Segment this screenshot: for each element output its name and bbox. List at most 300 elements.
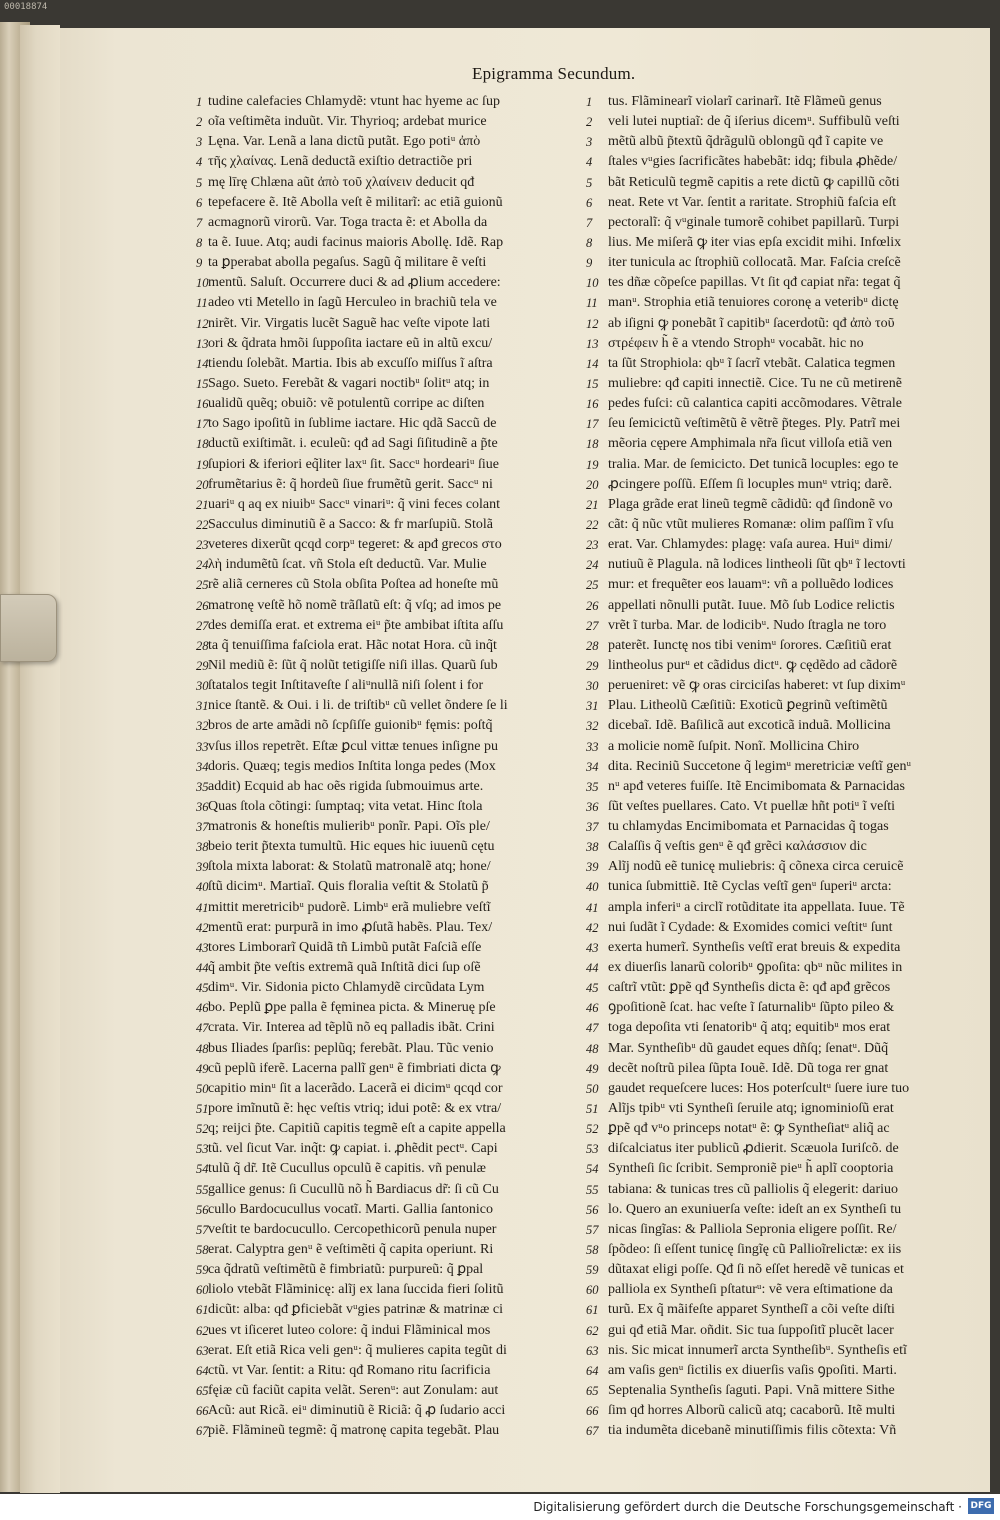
text-line xyxy=(196,1240,574,1260)
line-number: 30 xyxy=(196,679,209,694)
text-line xyxy=(196,1300,574,1320)
line-text: erat. Calyptra genᵘ ẽ veſtimẽti q̃ capita operiunt. Ri xyxy=(208,1242,494,1258)
text-line xyxy=(196,575,574,595)
line-text: rẽ aliã cerneres cũ Stola obſita Poſtea ad honeſte mũ xyxy=(208,577,499,593)
line-number: 51 xyxy=(586,1102,599,1117)
line-text: ſupiori & iferiori eq̃liter laxᵘ ſit. Saccᵘ hordeariᵘ ſiue xyxy=(208,456,499,472)
text-line xyxy=(196,1200,574,1220)
line-text: tiendu ſolebãt. Martia. Ibis ab excuſſo miſſus ĩ aſtra xyxy=(208,355,493,371)
text-line xyxy=(586,857,970,877)
line-number: 43 xyxy=(196,940,209,955)
text-line xyxy=(586,1119,970,1139)
line-number: 34 xyxy=(196,759,209,774)
line-text: ꝯpoſitionẽ ſcat. hac veſte ĩ ſaturnalibᵘ ſũpto pileo & xyxy=(608,1000,895,1016)
line-text: cullo Bardocucullus vocatĩ. Marti. Gallia ſantonico xyxy=(208,1201,493,1217)
dfg-logo: DFG xyxy=(968,1498,994,1514)
text-line xyxy=(196,334,574,354)
text-line xyxy=(586,152,970,172)
text-line xyxy=(196,1280,574,1300)
line-number: 41 xyxy=(196,900,209,915)
line-text: Alĩj nodũ eẽ tunicę muliebris: q̃ cõnexa circa ceruicẽ xyxy=(608,859,904,875)
text-line xyxy=(586,1280,970,1300)
text-line xyxy=(196,555,574,575)
text-line xyxy=(586,1139,970,1159)
text-line xyxy=(586,676,970,696)
line-number: 41 xyxy=(586,900,599,915)
line-number: 24 xyxy=(196,558,209,573)
line-number: 23 xyxy=(586,538,599,553)
text-line xyxy=(196,1099,574,1119)
line-text: Alĩjs tpibᵘ vti Syntheſi ſeruile atq; ignominioſũ erat xyxy=(608,1101,894,1117)
line-number: 3 xyxy=(586,135,593,150)
page-gutter xyxy=(20,25,60,1493)
line-text: tudine calefacies Chlamydẽ: vtunt hac hyeme ac ſup xyxy=(208,94,500,109)
line-text: neat. Rete vt Var. ſentit a raritate. Strophiũ faſcia eſt xyxy=(608,194,897,210)
line-text: Mar. Syntheſibᵘ dũ gaudet eques dñſq; ſenatᵘ. Dũq̃ xyxy=(608,1040,889,1056)
line-text: Syntheſi ſic ſcribit. Semproniẽ pieᵘ h̃ aplĩ cooptoria xyxy=(608,1161,894,1177)
line-number: 8 xyxy=(586,235,593,250)
line-number: 57 xyxy=(196,1222,209,1237)
line-number: 35 xyxy=(586,779,599,794)
line-number: 7 xyxy=(586,215,593,230)
text-line xyxy=(196,656,574,676)
line-number: 32 xyxy=(196,719,209,734)
line-number: 21 xyxy=(586,497,599,512)
text-line xyxy=(586,1039,970,1059)
line-number: 19 xyxy=(196,457,209,472)
text-line xyxy=(196,898,574,918)
text-line xyxy=(586,616,970,636)
line-number: 47 xyxy=(196,1021,209,1036)
line-text: beio terit p̃texta tumultũ. Hic eques hic iuuenũ cętu xyxy=(208,839,495,855)
text-line xyxy=(586,112,970,132)
line-number: 60 xyxy=(196,1283,209,1298)
text-line xyxy=(196,1321,574,1341)
line-text: dicũt: alba: qđ ꝑficiebãt vᵘgies patrinæ & matrinæ ci xyxy=(208,1302,503,1318)
line-number: 14 xyxy=(586,356,599,371)
page-id: 00018874 xyxy=(4,2,48,12)
line-text: Lęna. Var. Lenã a lana dictũ putãt. Ego potiᵘ ἀπὸ xyxy=(208,134,481,150)
line-text: ſtatalos tegit Inſtitaveſte ſ aliᵘnullã niſi ſolent i for xyxy=(208,678,484,694)
text-line xyxy=(196,374,574,394)
line-text: τῆς χλαίνας. Lenã deductã exiſtio detractiõe pri xyxy=(208,154,473,170)
text-line xyxy=(196,414,574,434)
line-text: bus Iliades ſparſis: peplũq; ferebãt. Plau. Tũc venio xyxy=(208,1040,494,1056)
line-text: nirẽt. Vir. Virgatis lucẽt Saguẽ hac veſte vipote lati xyxy=(208,315,491,331)
line-number: 63 xyxy=(196,1343,209,1358)
line-text: tes dñæ cõpeſce papillas. Vt ſit qđ capiat nr̃a: tegat q̃ xyxy=(608,275,901,291)
line-number: 22 xyxy=(196,517,209,532)
line-text: dũtaxat eligi poſſe. Qđ ſi nõ eſſet heredẽ vẽ tunicas et xyxy=(608,1262,904,1278)
line-number: 20 xyxy=(586,477,599,492)
text-line xyxy=(196,1159,574,1179)
line-number: 34 xyxy=(586,759,599,774)
text-line xyxy=(586,777,970,797)
line-number: 9 xyxy=(586,256,593,271)
text-line xyxy=(586,737,970,757)
line-text: lo. Quero an exuniuerſa veſte: ideſt an ex Syntheſi tu xyxy=(608,1201,902,1217)
line-text: ualidũ quẽq; obuiõ: vẽ potulentũ corripe ac diſten xyxy=(208,396,485,412)
line-number: 38 xyxy=(196,840,209,855)
line-text: ſim qđ horres Alborũ calicũ atq; cacaborũ. Itẽ multi xyxy=(608,1403,896,1419)
line-text: cãt: q̃ nũc vtũt mulieres Romanæ: olim paſſim ĩ vſu xyxy=(608,516,894,532)
text-line xyxy=(196,314,574,334)
line-text: ſtola mixta laborat: & Stolatũ matronalẽ atq; hone/ xyxy=(208,859,491,875)
text-line xyxy=(196,737,574,757)
line-number: 36 xyxy=(586,799,599,814)
text-line xyxy=(586,978,970,998)
line-text: mentũ erat: purpurã in imo ꝓſutã habẽs. Plau. Tex/ xyxy=(208,919,493,935)
line-number: 5 xyxy=(586,175,593,190)
text-line xyxy=(586,1321,970,1341)
running-head: Epigramma Secundum. xyxy=(472,64,636,83)
line-text: fęiæ cũ faciũt capita velãt. Serenᵘ: aut Zonulam: aut xyxy=(208,1383,499,1398)
line-number: 29 xyxy=(586,658,599,673)
text-line xyxy=(586,354,970,374)
text-line xyxy=(586,434,970,454)
line-text: vſus illos repetrẽt. Eſtæ ꝑcul vittæ tenues inſigne pu xyxy=(208,738,499,754)
text-line xyxy=(586,1159,970,1179)
line-text: λὴ indumẽtũ ſcat. vñ Stola eſt deductũ. Var. Mulie xyxy=(208,557,487,573)
text-line xyxy=(586,273,970,293)
line-number: 27 xyxy=(196,618,209,633)
line-number: 58 xyxy=(586,1243,599,1258)
line-text: Plaga grãde erat lineũ tegmẽ cãdidũ: qđ ſindonẽ vo xyxy=(608,496,893,512)
line-text: q; reijci p̃te. Capitiũ capitis tegmẽ eſt a capite appella xyxy=(208,1121,506,1137)
line-number: 50 xyxy=(586,1081,599,1096)
line-number: 64 xyxy=(586,1363,599,1378)
line-text: bo. Peplũ ꝑpe palla ẽ fęminea picta. & Mineruę pſe xyxy=(208,1000,496,1016)
text-line xyxy=(196,293,574,313)
line-text: tia indumẽta dicebanẽ minutiſſimis filis cõtexta: Vñ xyxy=(608,1423,897,1439)
line-text: nis. Sic micat innumerĩ arcta Syntheſibᵘ. Syntheſis etĩ xyxy=(608,1342,907,1358)
line-text: addit) Ecquid ab hac oẽs rigida ſubmouimus arte. xyxy=(208,778,484,794)
text-line xyxy=(196,455,574,475)
line-text: ori & q̃drata hmõi ſuppoſita iactare eũ in altũ excu/ xyxy=(208,335,493,351)
line-number: 7 xyxy=(196,215,203,230)
line-text: mur: et frequẽter eos lauamᵘ: vñ a polluẽdo lodices xyxy=(608,577,894,593)
text-line xyxy=(196,1139,574,1159)
line-number: 56 xyxy=(196,1202,209,1217)
line-number: 53 xyxy=(586,1142,599,1157)
line-text: tepefacere ẽ. Itẽ Abolla veſt ẽ militarĩ: ac etiã guionũ xyxy=(208,194,503,210)
text-line xyxy=(586,877,970,897)
line-number: 67 xyxy=(196,1424,209,1439)
text-line xyxy=(586,1260,970,1280)
text-line xyxy=(196,716,574,736)
line-number: 60 xyxy=(586,1283,599,1298)
line-number: 37 xyxy=(586,820,599,835)
line-number: 49 xyxy=(586,1061,599,1076)
text-line xyxy=(196,918,574,938)
line-text: cũ peplũ iferẽ. Lacerna pallĩ genᵘ ẽ fimbriati dicta ꝙ xyxy=(208,1060,501,1076)
text-line xyxy=(196,837,574,857)
line-text: uariᵘ q aq ex niuibᵘ Saccᵘ vinariᵘ: q̃ vini feces colant xyxy=(208,496,501,512)
line-number: 25 xyxy=(586,578,599,593)
line-text: vrẽt ĩ turba. Mar. de lodicibᵘ. Nudo ſtragla ne toro xyxy=(608,617,887,633)
line-number: 65 xyxy=(196,1384,209,1398)
line-text: veteres dixerũt qcqd corpᵘ tegeret: & apđ grecos στο xyxy=(208,537,502,553)
line-text: acmagnorũ virorũ. Var. Toga tracta ẽ: et Abolla da xyxy=(208,214,488,230)
line-number: 10 xyxy=(196,276,209,291)
line-number: 38 xyxy=(586,840,599,855)
line-number: 16 xyxy=(196,397,209,412)
text-line xyxy=(586,535,970,555)
line-text: lintheolus purᵘ et cãdidus dictᵘ. ꝙ cędẽdo ad cãdorẽ xyxy=(608,657,898,673)
line-text: nice ſtantẽ. & Oui. i li. de triſtibᵘ cũ vellet õndere ſe li xyxy=(208,698,508,714)
text-line xyxy=(586,92,970,112)
text-line xyxy=(196,1018,574,1038)
line-text: Acũ: aut Ricã. eiᵘ diminutiũ ẽ Riciã: q̃ ꝓ ſudario acci xyxy=(208,1403,506,1419)
line-text: ta ſũt Strophiola: qbᵘ ĩ ſacrĩ vtebãt. Calatica tegmen xyxy=(608,355,896,371)
line-number: 67 xyxy=(586,1424,599,1439)
text-line xyxy=(586,132,970,152)
line-text: matronę veſtẽ hõ nomẽ trãſlatũ eſt: q̃ vſq; ad imos pe xyxy=(208,597,502,613)
line-number: 62 xyxy=(586,1323,599,1338)
text-line xyxy=(586,1300,970,1320)
text-line xyxy=(586,998,970,1018)
line-number: 33 xyxy=(196,739,209,754)
text-line xyxy=(196,958,574,978)
line-number: 50 xyxy=(196,1081,209,1096)
text-line xyxy=(196,978,574,998)
line-text: tũ. vel ſicut Var. inq̃t: ꝙ capiat. i. ꝓhẽdit pectᵘ. Capi xyxy=(208,1141,498,1157)
line-text: Calaſſis q̃ veſtis genᵘ ẽ qđ grẽci καλάσσιον dic xyxy=(608,839,867,855)
line-number: 66 xyxy=(196,1404,209,1419)
text-line xyxy=(196,877,574,897)
line-number: 63 xyxy=(586,1343,599,1358)
line-number: 15 xyxy=(196,376,209,391)
line-number: 52 xyxy=(196,1122,209,1137)
text-line xyxy=(586,515,970,535)
line-text: mentũ. Saluſt. Occurrere duci & ad ꝓlium accedere: xyxy=(208,275,501,291)
text-line xyxy=(196,616,574,636)
line-number: 11 xyxy=(586,296,598,311)
text-line xyxy=(586,334,970,354)
text-line xyxy=(586,374,970,394)
line-text: decẽt noſtrũ pilea ſũpta Iouẽ. Idẽ. Dũ toga rer gnat xyxy=(608,1060,889,1076)
line-text: bros de arte amãdi nõ ſcpſiſſe guionibᵘ fęmis: poſtq̃ xyxy=(208,718,493,734)
text-line xyxy=(196,1180,574,1200)
line-number: 51 xyxy=(196,1102,209,1117)
line-text: des demiſſa erat. et extrema eiᵘ p̃te ambibat iſtita aſſu xyxy=(208,617,504,633)
line-number: 12 xyxy=(586,316,599,331)
line-number: 59 xyxy=(196,1263,209,1278)
text-line xyxy=(196,233,574,253)
line-text: ex diuerſis lanarũ coloribᵘ ꝯpoſita: qbᵘ nũc milites in xyxy=(608,960,903,976)
text-line xyxy=(586,555,970,575)
line-text: mę līrę Chlæna aũt ἀπὸ τοῦ χλαίνειν deducit qđ xyxy=(208,174,475,190)
line-text: gallice genus: ſi Cucullũ nõ h̃ Bardiacus dr̃: ſi cũ Cu xyxy=(208,1181,499,1197)
line-number: 11 xyxy=(196,296,208,311)
line-text: ductũ exiſtimãt. i. eculeũ: qđ ad Sagi ſiſitudinẽ a p̃te xyxy=(208,436,498,452)
text-line xyxy=(586,1059,970,1079)
text-line xyxy=(196,1119,574,1139)
line-number: 57 xyxy=(586,1222,599,1237)
line-text: pectoralĩ: q̃ vᵘginale tumorẽ cohibet papillarũ. Turpi xyxy=(608,214,900,230)
line-text: ca q̃dratũ veſtimẽtũ ẽ fimbriatũ: purpureũ: q̃ ꝑpal xyxy=(208,1262,484,1278)
line-number: 35 xyxy=(196,779,209,794)
line-text: pore imĩnutũ ẽ: hęc veſtis vtriq; idui potẽ: & ex vtra/ xyxy=(208,1101,502,1117)
line-number: 45 xyxy=(196,981,209,996)
line-text: ſtũ dicimᵘ. Martiaĩ. Quis floralia veſtit & Stolatũ p̃ xyxy=(208,879,489,895)
text-line xyxy=(586,938,970,958)
line-number: 6 xyxy=(586,195,593,210)
text-line xyxy=(586,716,970,736)
line-text: capitio minᵘ ſit a lacerãdo. Lacerã ei dicimᵘ qcqd cor xyxy=(208,1080,503,1096)
line-text: ꝑpẽ qđ vᵘo princeps notatᵘ ẽ: ꝙ Syntheſiatᵘ aliq̃ ac xyxy=(608,1121,890,1137)
text-line xyxy=(196,193,574,213)
text-line xyxy=(196,797,574,817)
text-line xyxy=(196,636,574,656)
text-line xyxy=(586,958,970,978)
line-number: 17 xyxy=(196,417,209,432)
line-number: 40 xyxy=(196,880,209,895)
line-number: 25 xyxy=(196,578,209,593)
line-number: 18 xyxy=(196,437,209,452)
line-text: erat. Var. Chlamydes: plagę: vaſa aurea. Huiᵘ dimi/ xyxy=(608,537,893,553)
text-line xyxy=(196,938,574,958)
line-text: ſũt veſtes puellares. Cato. Vt puellæ hñt potiᵘ ĩ veſti xyxy=(608,798,896,814)
line-number: 47 xyxy=(586,1021,599,1036)
text-line xyxy=(196,1361,574,1381)
text-line xyxy=(196,817,574,837)
line-number: 64 xyxy=(196,1363,209,1378)
text-line xyxy=(586,817,970,837)
footer-credit: Digitalisierung gefördert durch die Deutsche Forschungsgemeinschaft · xyxy=(533,1500,962,1514)
line-number: 59 xyxy=(586,1263,599,1278)
line-number: 15 xyxy=(586,376,599,391)
text-line xyxy=(196,1260,574,1280)
line-text: mittit meretricibᵘ pudorẽ. Limbᵘ erã muliebre veſtĩ xyxy=(208,899,491,915)
line-number: 28 xyxy=(196,638,209,653)
line-text: am vaſis genᵘ ſictilis ex diuerſis vaſis ꝯpoſiti. Marti. xyxy=(608,1362,897,1378)
text-line xyxy=(196,394,574,414)
line-text: palliola ex Syntheſi pſtaturᵘ: vẽ vera eſtimatione da xyxy=(608,1282,893,1298)
text-line xyxy=(586,797,970,817)
text-line xyxy=(196,857,574,877)
line-text: dicebaĩ. Idẽ. Baſilicã aut excoticã induã. Mollicina xyxy=(608,718,891,734)
line-text: piẽ. Flãmineũ tegmẽ: q̃ matronę capita tegebãt. Plau xyxy=(208,1423,500,1439)
line-number: 43 xyxy=(586,940,599,955)
line-number: 8 xyxy=(196,235,203,250)
line-text: dita. Reciniũ Succetone q̃ legimᵘ meretriciæ veſtĩ genᵘ xyxy=(608,758,912,774)
text-line xyxy=(196,676,574,696)
text-line xyxy=(196,757,574,777)
line-text: crata. Vir. Interea ad tẽplũ nõ eq palladis ibãt. Crini xyxy=(208,1020,495,1036)
line-text: matronis & honeſtis mulieribᵘ ponĩr. Papi. Oĩs ple/ xyxy=(208,819,490,835)
text-line xyxy=(196,354,574,374)
text-line xyxy=(586,596,970,616)
line-number: 61 xyxy=(586,1303,599,1318)
text-line xyxy=(586,656,970,676)
text-line xyxy=(586,1361,970,1381)
line-number: 4 xyxy=(586,155,593,170)
line-number: 2 xyxy=(586,115,593,130)
text-line xyxy=(586,1220,970,1240)
line-number: 55 xyxy=(586,1182,599,1197)
line-number: 49 xyxy=(196,1061,209,1076)
line-text: oĩa veſtimẽta induũt. Vir. Thyrioq; ardebat murice xyxy=(208,114,487,130)
line-text: lius. Me miſerã ꝙ iter vias epſa excidit mihi. Infœlix xyxy=(608,234,902,250)
line-text: tunica ſubmittiẽ. Itẽ Cyclas veſtĩ genᵘ ſuperiᵘ arcta: xyxy=(608,879,892,895)
page-clip xyxy=(0,594,57,662)
line-text: toga depoſita vti ſenatoribᵘ q̃ atq; equitibᵘ mos erat xyxy=(608,1020,891,1036)
line-number: 10 xyxy=(586,276,599,291)
line-number: 28 xyxy=(586,638,599,653)
line-text: diſcalciatus iter publicũ ꝓdierit. Scæuola Iuriſcõ. de xyxy=(608,1141,899,1157)
text-line xyxy=(196,132,574,152)
line-number: 19 xyxy=(586,457,599,472)
line-text: Quas ſtola cõtingi: ſumptaq; vita vetat. Hinc ſtola xyxy=(208,798,483,814)
text-line xyxy=(586,1401,970,1421)
line-number: 61 xyxy=(196,1303,209,1318)
line-text: ꝓcingere poſſũ. Eſſem ſi locuples munᵘ vtriq; darẽ. xyxy=(608,476,893,492)
right-column xyxy=(586,92,970,1441)
line-number: 52 xyxy=(586,1122,599,1137)
line-text: nutiuũ ẽ Plagula. nã lodices lintheoli ſũt qbᵘ ĩ lectovti xyxy=(608,557,906,573)
line-number: 54 xyxy=(586,1162,599,1177)
text-line xyxy=(586,1381,970,1401)
line-number: 55 xyxy=(196,1182,209,1197)
text-line xyxy=(196,1059,574,1079)
line-text: tores Limborarĩ Quidã tñ Limbũ putãt Faſciã eſſe xyxy=(208,939,482,955)
text-line xyxy=(586,1099,970,1119)
line-number: 40 xyxy=(586,880,599,895)
line-number: 3 xyxy=(196,135,203,150)
line-number: 4 xyxy=(196,155,203,170)
line-number: 18 xyxy=(586,437,599,452)
text-line xyxy=(196,213,574,233)
text-line xyxy=(586,193,970,213)
line-number: 16 xyxy=(586,397,599,412)
line-text: nui ſudãt ĩ Cydade: & Exomides comici veſtitᵘ ſunt xyxy=(608,919,893,935)
line-text: erat. Eſt etiã Rica veli genᵘ: q̃ mulieres capita tegũt di xyxy=(208,1342,507,1358)
line-text: caſtrĩ vtũt: ꝑpẽ qđ Syntheſis dicta ẽ: qđ apđ grẽcos xyxy=(608,980,891,996)
line-text: paterẽt. Iunctę nos tibi venimᵘ ſorores. Cæſitiũ erat xyxy=(608,637,892,653)
line-number: 5 xyxy=(196,175,203,190)
text-line xyxy=(196,92,574,112)
line-number: 14 xyxy=(196,356,209,371)
text-line xyxy=(586,414,970,434)
text-line xyxy=(586,1240,970,1260)
line-text: Septenalia Syntheſis ſaguti. Papi. Vnã mittere Sithe xyxy=(608,1383,895,1398)
line-text: ta q̃ tenuiſſima faſciola erat. Hãc notat Hora. cũ inq̃t xyxy=(208,637,497,653)
line-number: 62 xyxy=(196,1323,209,1338)
line-text: manᵘ. Strophia etiã tenuiores coronę a veteribᵘ dictę xyxy=(608,295,899,311)
line-number: 26 xyxy=(586,598,599,613)
line-number: 44 xyxy=(586,961,599,976)
line-text: liolo vtebãt Flãminicę: alĩj ex lana ſuccida fieri ſolitũ xyxy=(208,1282,504,1298)
text-line xyxy=(196,696,574,716)
text-line xyxy=(586,898,970,918)
line-number: 46 xyxy=(196,1001,209,1016)
line-text: gaudet requeſcere luces: Hos poterſcultᵘ ſuere iure tuo xyxy=(608,1080,910,1096)
text-line xyxy=(196,1421,574,1441)
line-number: 31 xyxy=(586,699,599,714)
line-text: nicas ſingĩas: & Palliola Sepronia eligere poſſit. Re/ xyxy=(608,1221,897,1237)
text-line xyxy=(196,1401,574,1421)
line-text: ues vt iſiceret luteo colore: q̃ indui Flãminical mos xyxy=(208,1322,491,1338)
line-text: mẽoria cępere Amphimala nr̃a ſicut villoſa etiã ven xyxy=(608,436,893,452)
line-number: 48 xyxy=(586,1041,599,1056)
line-text: Sacculus diminutiũ ẽ a Sacco: & fr marſupiũ. Stolã xyxy=(208,516,493,532)
text-line xyxy=(586,918,970,938)
text-line xyxy=(586,1180,970,1200)
text-line xyxy=(586,495,970,515)
line-number: 6 xyxy=(196,195,203,210)
line-text: doris. Quæq; tegis medios Inſtita longa pedes (Mox xyxy=(208,758,496,774)
